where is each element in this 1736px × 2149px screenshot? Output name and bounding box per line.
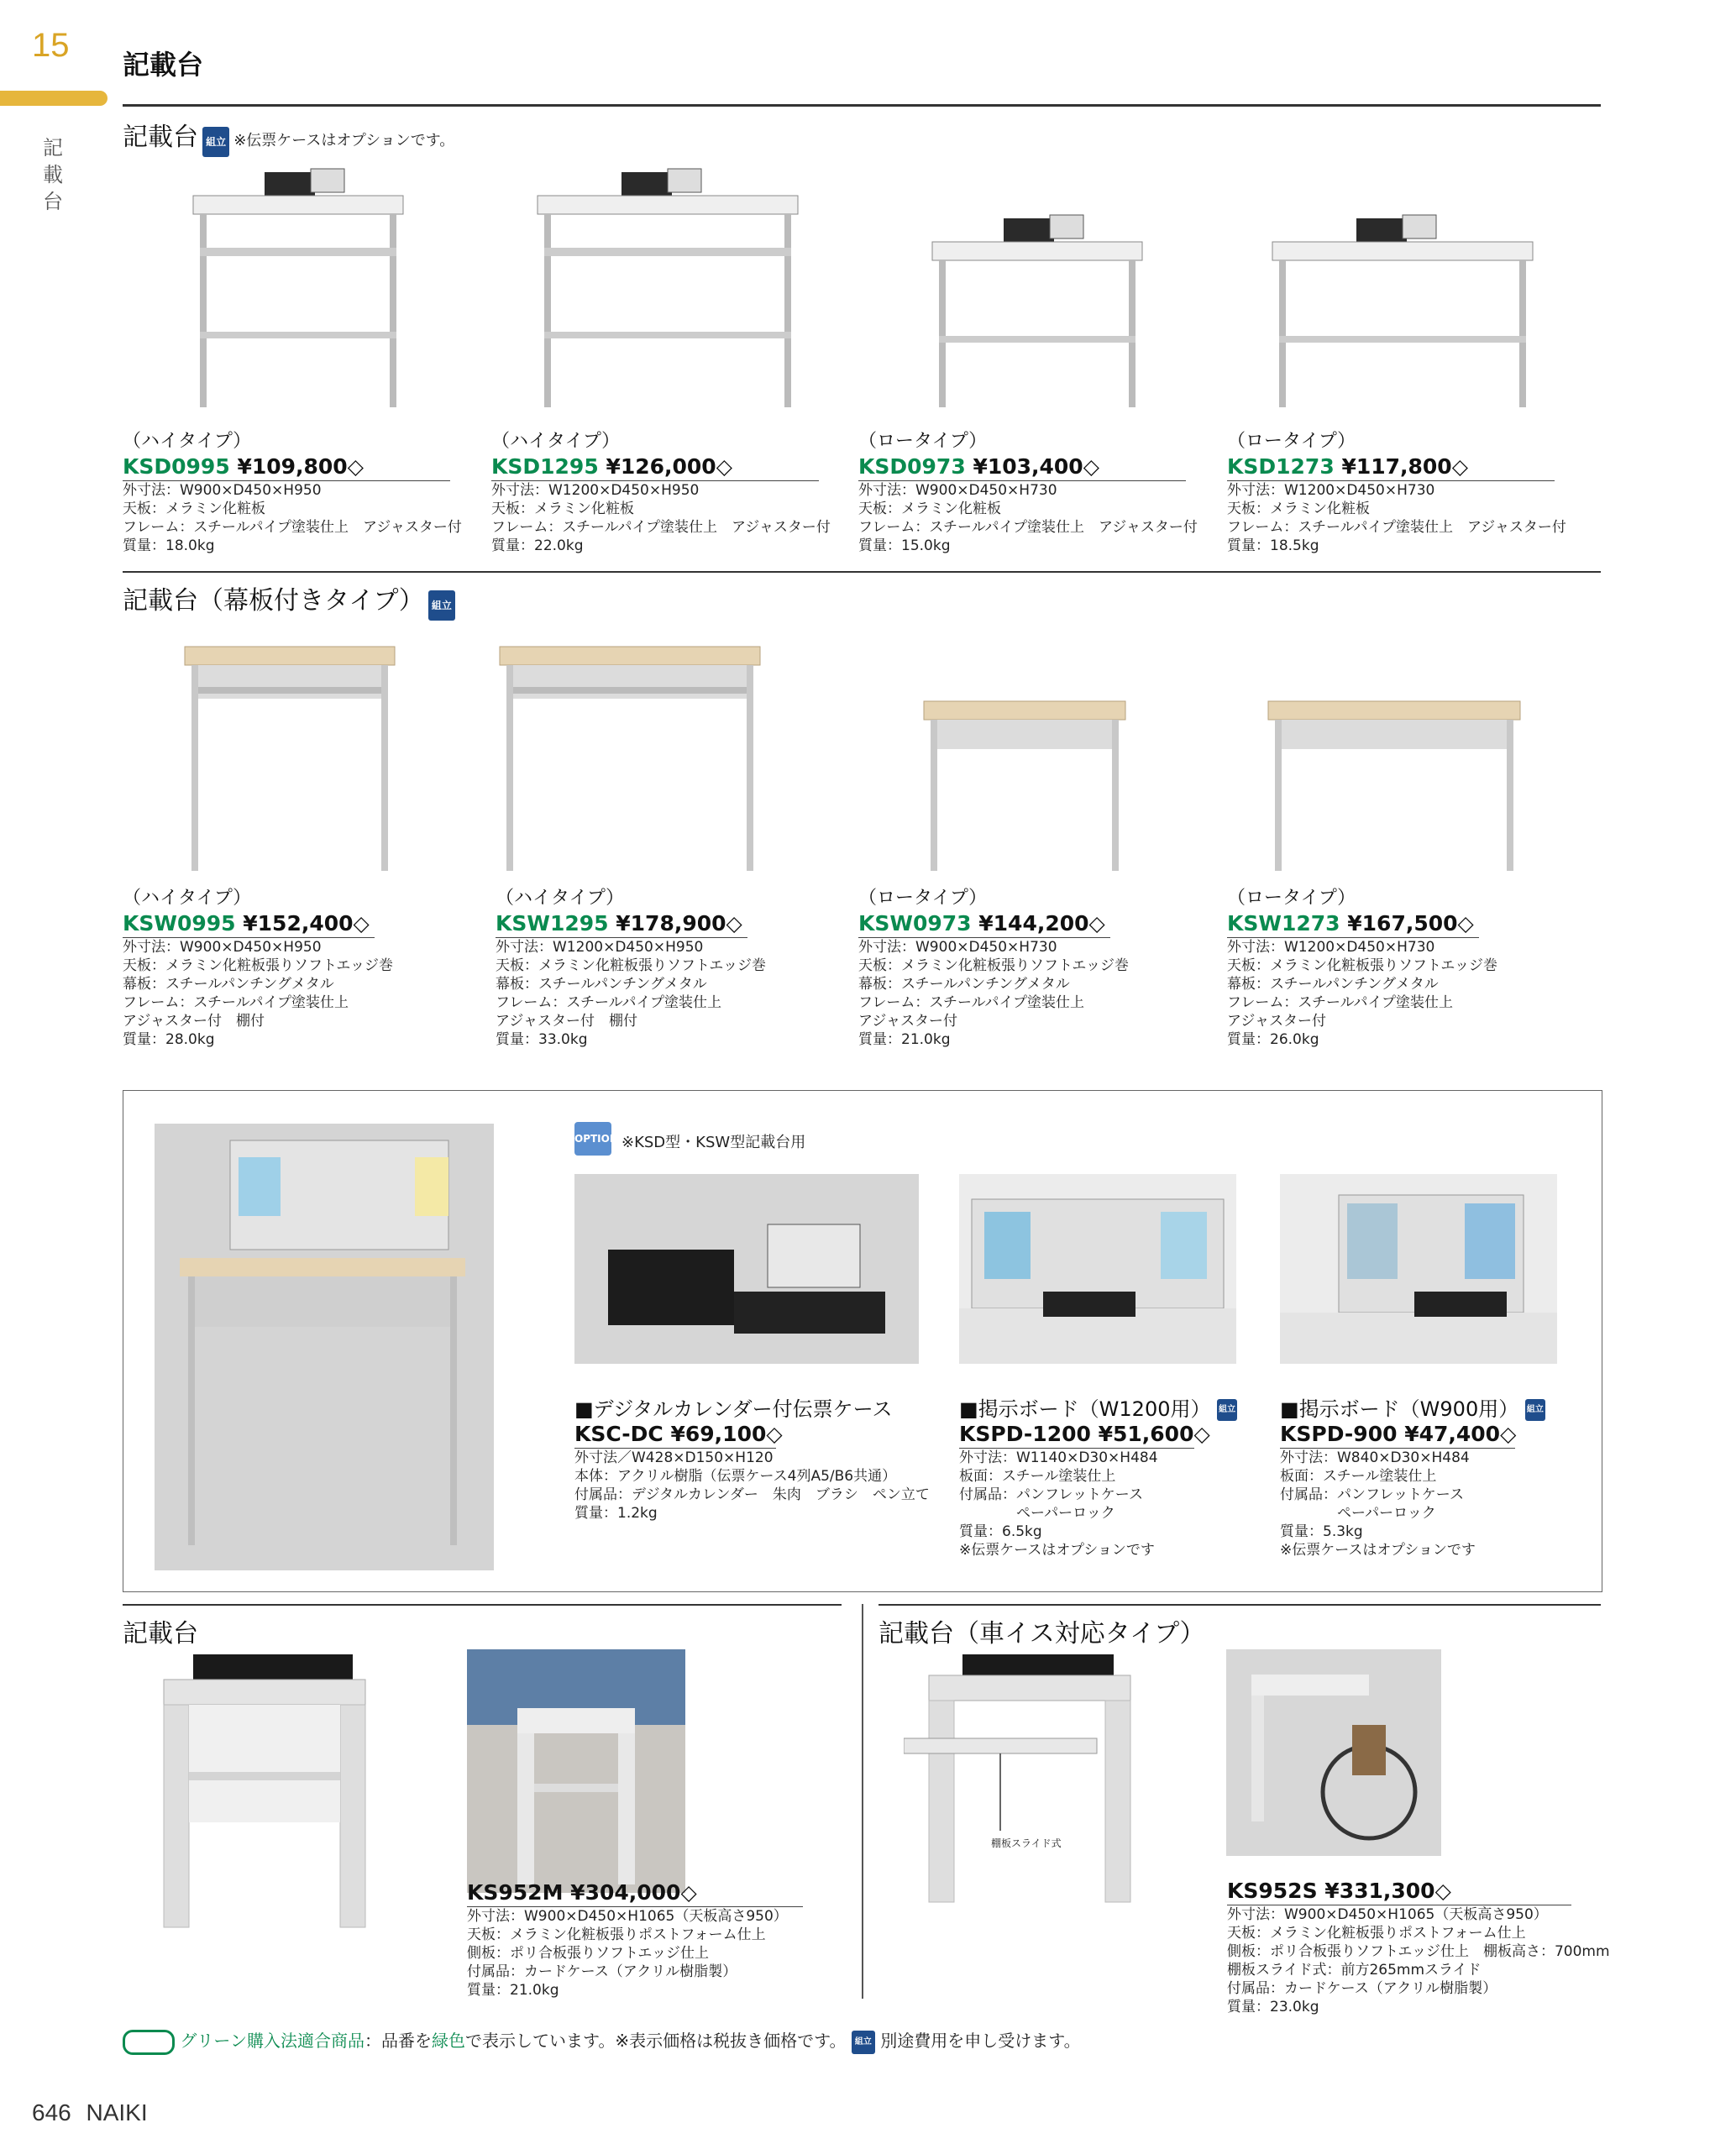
product-model: KSPD-1200 — [959, 1422, 1091, 1446]
green-purchase-icon — [123, 2030, 175, 2055]
product-spec: 外寸法：W840×D30×H484 — [1280, 1449, 1470, 1466]
option-item-kspd-900 — [1280, 1397, 1599, 1559]
ks952s-illustration — [904, 1654, 1139, 1906]
product-price: ¥178,900 — [616, 911, 726, 936]
product-spec: 付属品：カードケース（アクリル樹脂製） — [1227, 1980, 1497, 1997]
product-spec: 質量：6.5kg — [959, 1523, 1042, 1540]
product-ksd0973 — [858, 430, 1211, 555]
side-label-char: 記 — [43, 136, 63, 160]
product-spec: アジャスター付 — [858, 1013, 957, 1030]
product-spec: フレーム：スチールパイプ塗装仕上 — [1227, 994, 1453, 1011]
product-type: （ロータイプ） — [858, 431, 988, 452]
assembly-badge: 組立 — [1525, 1399, 1545, 1421]
product-spec: 幕板：スチールパンチングメタル — [1227, 976, 1439, 993]
product-ksd1295 — [491, 430, 844, 555]
product-model-line — [123, 910, 375, 938]
product-model-line — [1227, 453, 1555, 481]
table-image-ksw0973 — [915, 693, 1134, 873]
product-spec: 外寸法：W900×D450×H730 — [858, 939, 1057, 956]
product-type: （ハイタイプ） — [123, 888, 252, 909]
product-model-line — [959, 1421, 1210, 1449]
product-model: KSW0995 — [123, 911, 236, 936]
product-model: KSPD-900 — [1280, 1422, 1398, 1446]
product-spec: 外寸法／W428×D150×H120 — [574, 1449, 774, 1466]
product-price: ¥126,000 — [606, 454, 716, 479]
product-spec: ※伝票ケースはオプションです — [1280, 1542, 1476, 1559]
product-type: （ロータイプ） — [1227, 431, 1356, 452]
product-spec: ※伝票ケースはオプションです — [959, 1542, 1155, 1559]
product-spec: 質量：5.3kg — [1280, 1523, 1363, 1540]
section2-header — [123, 579, 455, 621]
product-spec: 質量：26.0kg — [1227, 1031, 1319, 1048]
product-price: ¥117,800 — [1341, 454, 1452, 479]
diamond-mark: ◇ — [680, 1880, 697, 1905]
option-item-ksc-dc — [574, 1397, 944, 1523]
table-image-ksd1295 — [529, 164, 806, 411]
product-type: （ロータイプ） — [1227, 888, 1356, 909]
side-label-char: 載 — [43, 163, 63, 186]
table-image-ksw1295 — [491, 638, 768, 873]
ks952m-illustration — [160, 1654, 370, 1931]
product-spec: 付属品：デジタルカレンダー 朱肉 ブラシ ペン立て — [574, 1486, 930, 1503]
product-ksd1273 — [1227, 430, 1580, 555]
product-spec: 質量：1.2kg — [574, 1505, 658, 1522]
assembly-badge: 組立 — [428, 590, 455, 621]
product-model-line — [491, 453, 819, 481]
page-title: 記載台 — [123, 49, 204, 81]
product-spec: 天板：メラミン化粧板 — [491, 501, 634, 517]
product-spec: 天板：メラミン化粧板張りソフトエッジ巻 — [1227, 957, 1497, 974]
product-spec: 天板：メラミン化粧板 — [858, 501, 1001, 517]
product-price: ¥144,200 — [978, 911, 1089, 936]
product-spec: 幕板：スチールパンチングメタル — [858, 976, 1070, 993]
product-spec: 質量：23.0kg — [1227, 1999, 1319, 2015]
option-item-name-line — [1280, 1397, 1599, 1421]
product-model: KS952S — [1227, 1879, 1318, 1903]
option-item-name: ■デジタルカレンダー付伝票ケース — [574, 1397, 893, 1421]
section1-header — [123, 116, 454, 157]
diamond-mark: ◇ — [347, 454, 364, 479]
green-purchase-label: グリーン購入法適合商品 — [180, 2031, 365, 2051]
diamond-mark: ◇ — [1434, 1879, 1451, 1903]
product-ks952m — [467, 1879, 853, 2000]
product-spec: フレーム：スチールパイプ塗装仕上 アジャスター付 — [858, 519, 1198, 536]
product-spec: 側板：ポリ合板張りソフトエッジ仕上 棚板高さ：700mm — [1227, 1943, 1610, 1960]
product-ksw0973 — [858, 887, 1211, 1049]
option-display-photo — [155, 1124, 494, 1570]
product-spec: 天板：メラミン化粧板 — [1227, 501, 1370, 517]
product-model-line — [1280, 1421, 1515, 1449]
option-item-name-line — [959, 1397, 1278, 1421]
product-spec: 質量：21.0kg — [467, 1982, 559, 1999]
product-spec: 外寸法：W900×D450×H1065（天板高さ950） — [467, 1908, 788, 1925]
calendar-case-photo — [574, 1174, 919, 1364]
table-image-ksw0995 — [176, 638, 403, 873]
product-spec: 棚板スライド式：前方265mmスライド — [1227, 1962, 1482, 1979]
board-w900-photo — [1280, 1174, 1557, 1364]
product-price: ¥47,400 — [1404, 1422, 1501, 1446]
product-model-line — [467, 1879, 803, 1907]
product-spec: ペーパーロック — [1280, 1505, 1436, 1522]
section4-rule — [878, 1604, 1601, 1606]
product-price: ¥103,400 — [973, 454, 1083, 479]
section3-title: 記載台 — [123, 1619, 198, 1648]
product-model-line — [1227, 910, 1479, 938]
footer-text: で表示しています。※表示価格は税抜き価格です。 — [464, 2031, 847, 2051]
section2-title: 記載台（幕板付きタイプ） — [123, 586, 424, 616]
product-ks952s — [1227, 1878, 1610, 2016]
section2-rule — [123, 571, 1601, 573]
product-spec: フレーム：スチールパイプ塗装仕上 アジャスター付 — [491, 519, 831, 536]
chapter-tab — [0, 91, 108, 106]
section3-rule — [123, 1604, 842, 1606]
product-spec: フレーム：スチールパイプ塗装仕上 アジャスター付 — [123, 519, 462, 536]
product-spec: 外寸法：W1200×D450×H730 — [1227, 482, 1435, 499]
option-item-kspd-1200 — [959, 1397, 1278, 1559]
product-spec: 天板：メラミン化粧板張りソフトエッジ巻 — [123, 957, 393, 974]
product-spec: 付属品：カードケース（アクリル樹脂製） — [467, 1963, 737, 1980]
product-spec: 外寸法：W900×D450×H950 — [123, 482, 322, 499]
brand-name: NAIKI — [86, 2099, 148, 2125]
product-spec: 板面：スチール塗装仕上 — [1280, 1468, 1437, 1485]
product-model-line — [123, 453, 450, 481]
product-model: KSC-DC — [574, 1422, 663, 1446]
product-model: KSD1295 — [491, 454, 599, 479]
table-image-ksd1273 — [1264, 210, 1541, 411]
diamond-mark: ◇ — [1083, 454, 1099, 479]
assembly-badge: 組立 — [852, 2031, 875, 2054]
product-spec: アジャスター付 棚付 — [496, 1013, 637, 1030]
product-price: ¥152,400 — [243, 911, 354, 936]
product-model: KSD1273 — [1227, 454, 1335, 479]
diamond-mark: ◇ — [1457, 911, 1474, 936]
diamond-mark: ◇ — [1451, 454, 1468, 479]
product-spec: 質量：28.0kg — [123, 1031, 215, 1048]
product-spec: 側板：ポリ合板張りソフトエッジ仕上 — [467, 1945, 709, 1962]
product-spec: 幕板：スチールパンチングメタル — [496, 976, 707, 993]
product-spec: 外寸法：W1200×D450×H730 — [1227, 939, 1435, 956]
product-spec: 外寸法：W900×D450×H950 — [123, 939, 322, 956]
product-spec: 質量：22.0kg — [491, 537, 584, 554]
option-badge: OPTION — [574, 1122, 611, 1156]
product-ksw0995 — [123, 887, 475, 1049]
diamond-mark: ◇ — [716, 454, 732, 479]
table-image-ksd0973 — [924, 210, 1151, 411]
product-type: （ハイタイプ） — [496, 888, 625, 909]
product-spec: フレーム：スチールパイプ塗装仕上 — [858, 994, 1084, 1011]
column-divider — [862, 1604, 863, 1999]
product-spec: 本体：アクリル樹脂（伝票ケース4列A5/B6共通） — [574, 1468, 897, 1485]
product-model: KS952M — [467, 1880, 564, 1905]
product-price: ¥51,600 — [1098, 1422, 1194, 1446]
board-w1200-photo — [959, 1174, 1236, 1364]
ks952m-photo — [467, 1649, 685, 1893]
product-model-line — [858, 453, 1186, 481]
product-type: （ロータイプ） — [858, 888, 988, 909]
table-image-ksw1273 — [1260, 693, 1529, 873]
product-spec: 天板：メラミン化粧板張りポストフォーム仕上 — [467, 1926, 766, 1943]
ks952s-wheelchair-photo — [1226, 1649, 1441, 1856]
product-spec: 外寸法：W1140×D30×H484 — [959, 1449, 1158, 1466]
product-model-line — [574, 1421, 783, 1449]
footer-green-word: 緑色 — [431, 2031, 465, 2051]
product-model-line — [496, 910, 747, 938]
footer-note — [123, 2027, 1081, 2055]
assembly-badge: 組立 — [1217, 1399, 1237, 1421]
diamond-mark: ◇ — [766, 1422, 783, 1446]
product-price: ¥331,300 — [1324, 1879, 1435, 1903]
product-spec: 板面：スチール塗装仕上 — [959, 1468, 1116, 1485]
product-spec: 外寸法：W1200×D450×H950 — [491, 482, 700, 499]
assembly-badge: 組立 — [202, 127, 229, 157]
product-spec: 外寸法：W900×D450×H730 — [858, 482, 1057, 499]
product-spec: 天板：メラミン化粧板 — [123, 501, 265, 517]
page-number: 15 — [32, 27, 70, 64]
diamond-mark: ◇ — [1193, 1422, 1210, 1446]
side-label — [40, 134, 66, 215]
product-spec: 質量：18.0kg — [123, 537, 215, 554]
product-spec: アジャスター付 棚付 — [123, 1013, 265, 1030]
product-spec: 質量：33.0kg — [496, 1031, 588, 1048]
product-spec: 付属品：パンフレットケース — [959, 1486, 1143, 1503]
product-spec: 質量：21.0kg — [858, 1031, 951, 1048]
product-price: ¥69,100 — [670, 1422, 767, 1446]
product-spec: 質量：15.0kg — [858, 537, 951, 554]
product-spec: フレーム：スチールパイプ塗装仕上 — [496, 994, 721, 1011]
product-spec: アジャスター付 — [1227, 1013, 1326, 1030]
product-spec: フレーム：スチールパイプ塗装仕上 — [123, 994, 349, 1011]
product-price: ¥304,000 — [570, 1880, 681, 1905]
product-spec: 外寸法：W900×D450×H1065（天板高さ950） — [1227, 1906, 1548, 1923]
product-spec: 付属品：パンフレットケース — [1280, 1486, 1464, 1503]
footer-text: ：品番を — [364, 2031, 432, 2051]
product-spec: 幕板：スチールパンチングメタル — [123, 976, 334, 993]
product-model: KSW0973 — [858, 911, 972, 936]
product-ksd0995 — [123, 430, 475, 555]
product-price: ¥167,500 — [1347, 911, 1458, 936]
option-note: ※KSD型・KSW型記載台用 — [621, 1134, 806, 1151]
slide-shelf-caption: 棚板スライド式 — [991, 1837, 1062, 1849]
diamond-mark: ◇ — [353, 911, 370, 936]
product-model: KSD0995 — [123, 454, 230, 479]
product-spec: 質量：18.5kg — [1227, 537, 1319, 554]
product-spec: 天板：メラミン化粧板張りソフトエッジ巻 — [858, 957, 1129, 974]
title-rule — [123, 104, 1601, 107]
product-ksw1295 — [496, 887, 848, 1049]
footer-text: 別途費用を申し受けます。 — [880, 2031, 1081, 2051]
product-spec: フレーム：スチールパイプ塗装仕上 アジャスター付 — [1227, 519, 1566, 536]
product-model: KSD0973 — [858, 454, 966, 479]
product-spec: 天板：メラミン化粧板張りソフトエッジ巻 — [496, 957, 766, 974]
diamond-mark: ◇ — [1088, 911, 1105, 936]
product-spec: 外寸法：W1200×D450×H950 — [496, 939, 704, 956]
table-image-ksd0995 — [185, 164, 412, 411]
side-label-char: 台 — [43, 190, 63, 213]
product-spec: ペーパーロック — [959, 1505, 1115, 1522]
option-item-name: ■掲示ボード（W1200用） — [959, 1397, 1211, 1421]
product-model: KSW1295 — [496, 911, 609, 936]
product-model-line — [858, 910, 1110, 938]
product-type: （ハイタイプ） — [491, 431, 621, 452]
section1-note: ※伝票ケースはオプションです。 — [233, 132, 455, 149]
product-spec: 天板：メラミン化粧板張りポストフォーム仕上 — [1227, 1925, 1526, 1942]
diamond-mark: ◇ — [726, 911, 742, 936]
product-ksw1273 — [1227, 887, 1580, 1049]
product-model-line — [1227, 1878, 1571, 1905]
footer-page-number: 646 — [32, 2099, 71, 2125]
product-model: KSW1273 — [1227, 911, 1340, 936]
product-price: ¥109,800 — [237, 454, 348, 479]
diamond-mark: ◇ — [1500, 1422, 1517, 1446]
product-type: （ハイタイプ） — [123, 431, 252, 452]
page-footer — [32, 2099, 148, 2126]
section4-title: 記載台（車イス対応タイプ） — [878, 1619, 1205, 1648]
section1-title: 記載台 — [123, 123, 198, 152]
option-item-name: ■掲示ボード（W900用） — [1280, 1397, 1519, 1421]
